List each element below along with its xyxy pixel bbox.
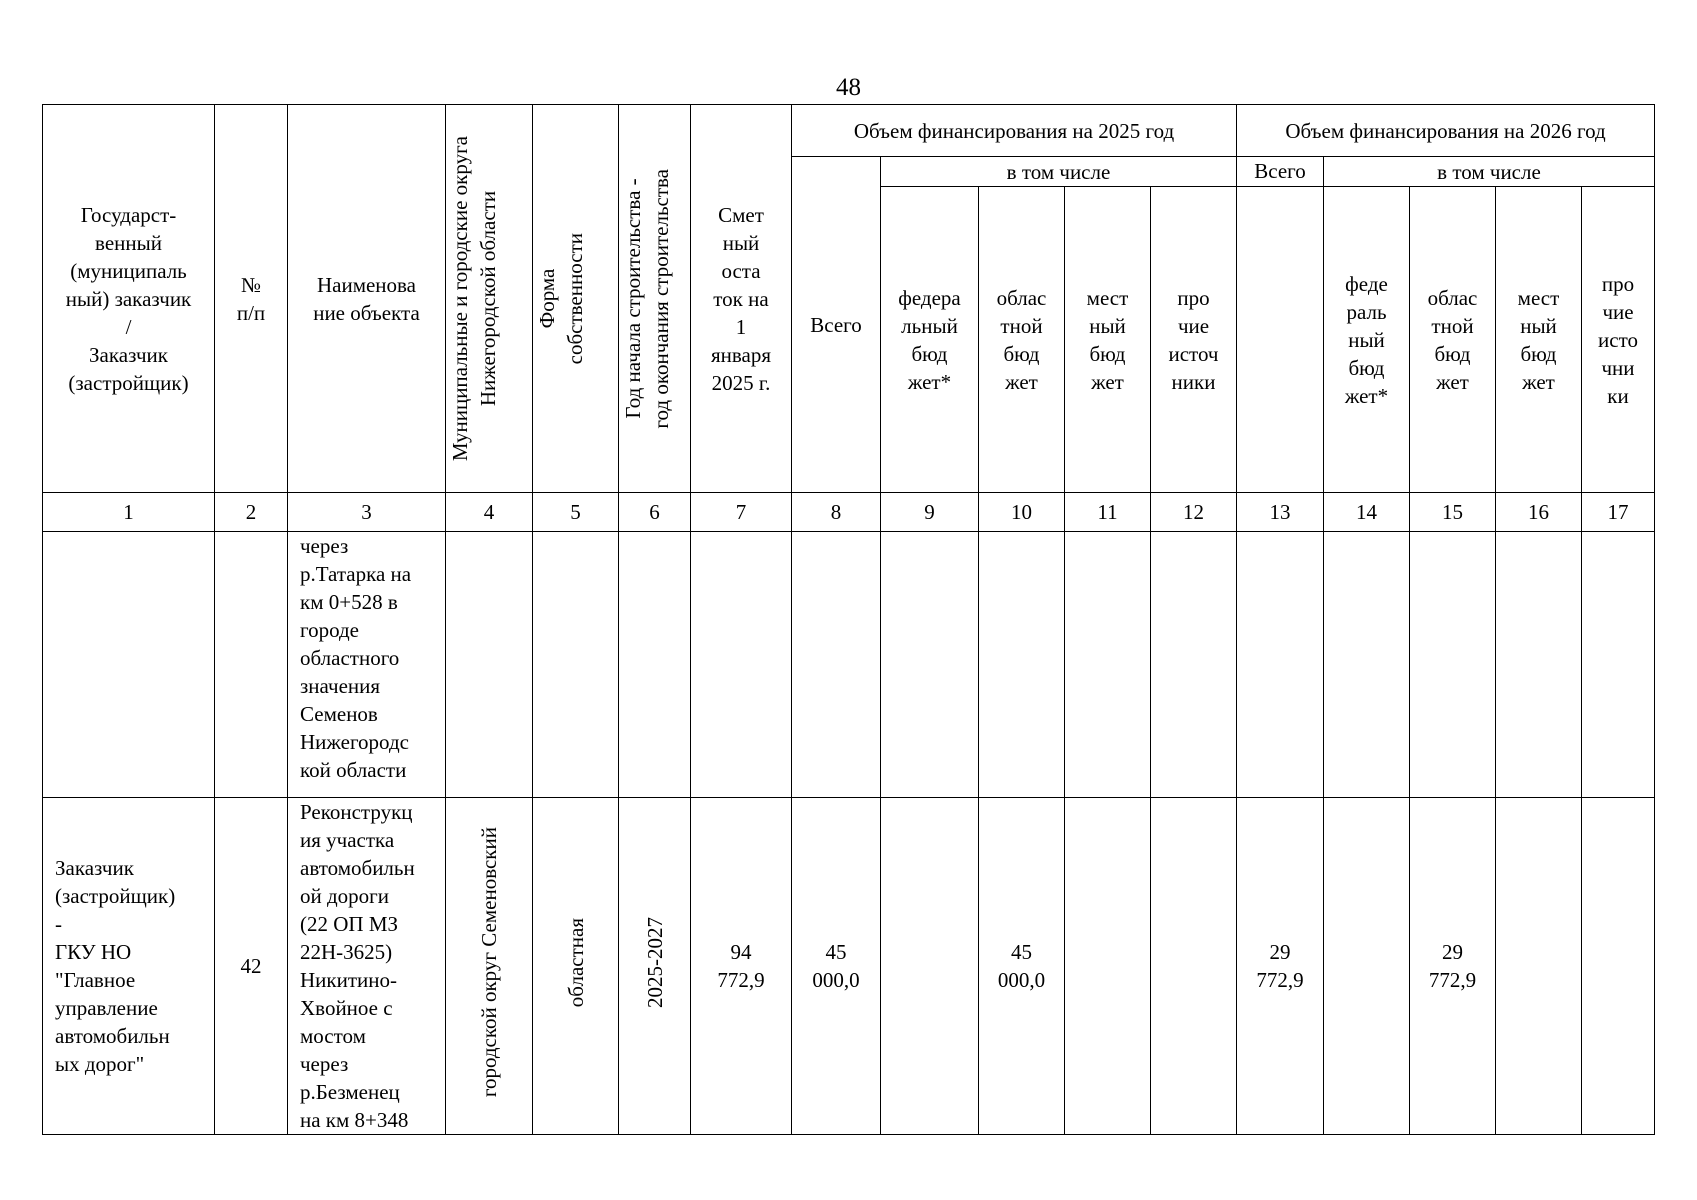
header-incl-2026: в том числе xyxy=(1324,157,1655,187)
header-other-2026: про чие исто чни ки xyxy=(1582,187,1655,493)
column-number: 13 xyxy=(1237,493,1324,532)
cell-estimate xyxy=(691,532,792,798)
header-years: Год начала строительства - год окончания строительства xyxy=(619,105,691,493)
financing-table xyxy=(42,104,1655,1135)
cell-municipality: городской округ Семеновский xyxy=(446,798,533,1135)
cell-customer xyxy=(43,532,215,798)
header-federal-2025: федера льный бюд жет* xyxy=(881,187,979,493)
cell-num: 42 xyxy=(215,798,288,1135)
cell-ownership: областная xyxy=(533,798,619,1135)
cell-federal-2025 xyxy=(881,798,979,1135)
column-number: 14 xyxy=(1324,493,1410,532)
cell-regional-2026: 29 772,9 xyxy=(1410,798,1496,1135)
header-ownership: Форма собственности xyxy=(533,105,619,493)
header-local-2025: мест ный бюд жет xyxy=(1065,187,1151,493)
cell-years xyxy=(619,532,691,798)
column-number: 8 xyxy=(792,493,881,532)
cell-num xyxy=(215,532,288,798)
cell-regional-2025: 45 000,0 xyxy=(979,798,1065,1135)
column-number: 5 xyxy=(533,493,619,532)
cell-federal-2025 xyxy=(881,532,979,798)
page-number: 48 xyxy=(836,74,861,101)
header-regional-2025: облас тной бюд жет xyxy=(979,187,1065,493)
header-local-2026: мест ный бюд жет xyxy=(1496,187,1582,493)
cell-federal-2026 xyxy=(1324,798,1410,1135)
header-total-2026-blank xyxy=(1237,187,1324,493)
cell-total-2025: 45 000,0 xyxy=(792,798,881,1135)
column-number: 10 xyxy=(979,493,1065,532)
cell-object-name: через р.Татарка на км 0+528 в городе областного значения Семенов Нижегородс кой области xyxy=(288,532,446,798)
column-number: 3 xyxy=(288,493,446,532)
column-numbers-row xyxy=(43,493,1655,532)
header-other-2025: про чие источ ники xyxy=(1151,187,1237,493)
cell-local-2025 xyxy=(1065,798,1151,1135)
column-number: 2 xyxy=(215,493,288,532)
cell-total-2026: 29 772,9 xyxy=(1237,798,1324,1135)
cell-federal-2026 xyxy=(1324,532,1410,798)
cell-customer: Заказчик (застройщик) - ГКУ НО "Главное управление автомобильн ых дорог" xyxy=(43,798,215,1135)
cell-regional-2025 xyxy=(979,532,1065,798)
header-total-2026: Всего xyxy=(1237,157,1324,187)
column-number: 9 xyxy=(881,493,979,532)
table-body xyxy=(43,532,1655,1135)
column-number: 16 xyxy=(1496,493,1582,532)
column-number: 6 xyxy=(619,493,691,532)
header-municipality: Муниципальные и городские округа Нижегородской области xyxy=(446,105,533,493)
table-row xyxy=(43,532,1655,798)
cell-other-2026 xyxy=(1582,798,1655,1135)
header-total-2025: Всего xyxy=(792,157,881,493)
cell-other-2025 xyxy=(1151,532,1237,798)
column-number: 17 xyxy=(1582,493,1655,532)
column-number: 4 xyxy=(446,493,533,532)
cell-estimate: 94 772,9 xyxy=(691,798,792,1135)
header-regional-2026: облас тной бюд жет xyxy=(1410,187,1496,493)
column-number: 15 xyxy=(1410,493,1496,532)
column-number: 11 xyxy=(1065,493,1151,532)
header-fin-2026: Объем финансирования на 2026 год xyxy=(1237,105,1655,157)
cell-object-name: Реконструкц ия участка автомобильн ой дороги (22 ОП МЗ 22Н-3625) Никитино- Хвойное с мостом через р.Безменец на км 8+348 xyxy=(288,798,446,1135)
table-row xyxy=(43,798,1655,1135)
cell-local-2025 xyxy=(1065,532,1151,798)
cell-other-2026 xyxy=(1582,532,1655,798)
header-customer: Государст- венный (муниципаль ный) заказчик / Заказчик (застройщик) xyxy=(43,105,215,493)
cell-municipality xyxy=(446,532,533,798)
header-fin-2025: Объем финансирования на 2025 год xyxy=(792,105,1237,157)
cell-ownership xyxy=(533,532,619,798)
column-number: 12 xyxy=(1151,493,1237,532)
header-object-name: Наименова ние объекта xyxy=(288,105,446,493)
cell-local-2026 xyxy=(1496,798,1582,1135)
column-number: 1 xyxy=(43,493,215,532)
cell-years: 2025-2027 xyxy=(619,798,691,1135)
cell-total-2026 xyxy=(1237,532,1324,798)
table-header xyxy=(43,105,1655,532)
header-federal-2026: феде раль ный бюд жет* xyxy=(1324,187,1410,493)
header-incl-2025: в том числе xyxy=(881,157,1237,187)
column-number: 7 xyxy=(691,493,792,532)
header-num: № п/п xyxy=(215,105,288,493)
cell-local-2026 xyxy=(1496,532,1582,798)
cell-other-2025 xyxy=(1151,798,1237,1135)
cell-regional-2026 xyxy=(1410,532,1496,798)
cell-total-2025 xyxy=(792,532,881,798)
header-estimate: Смет ный оста ток на 1 января 2025 г. xyxy=(691,105,792,493)
